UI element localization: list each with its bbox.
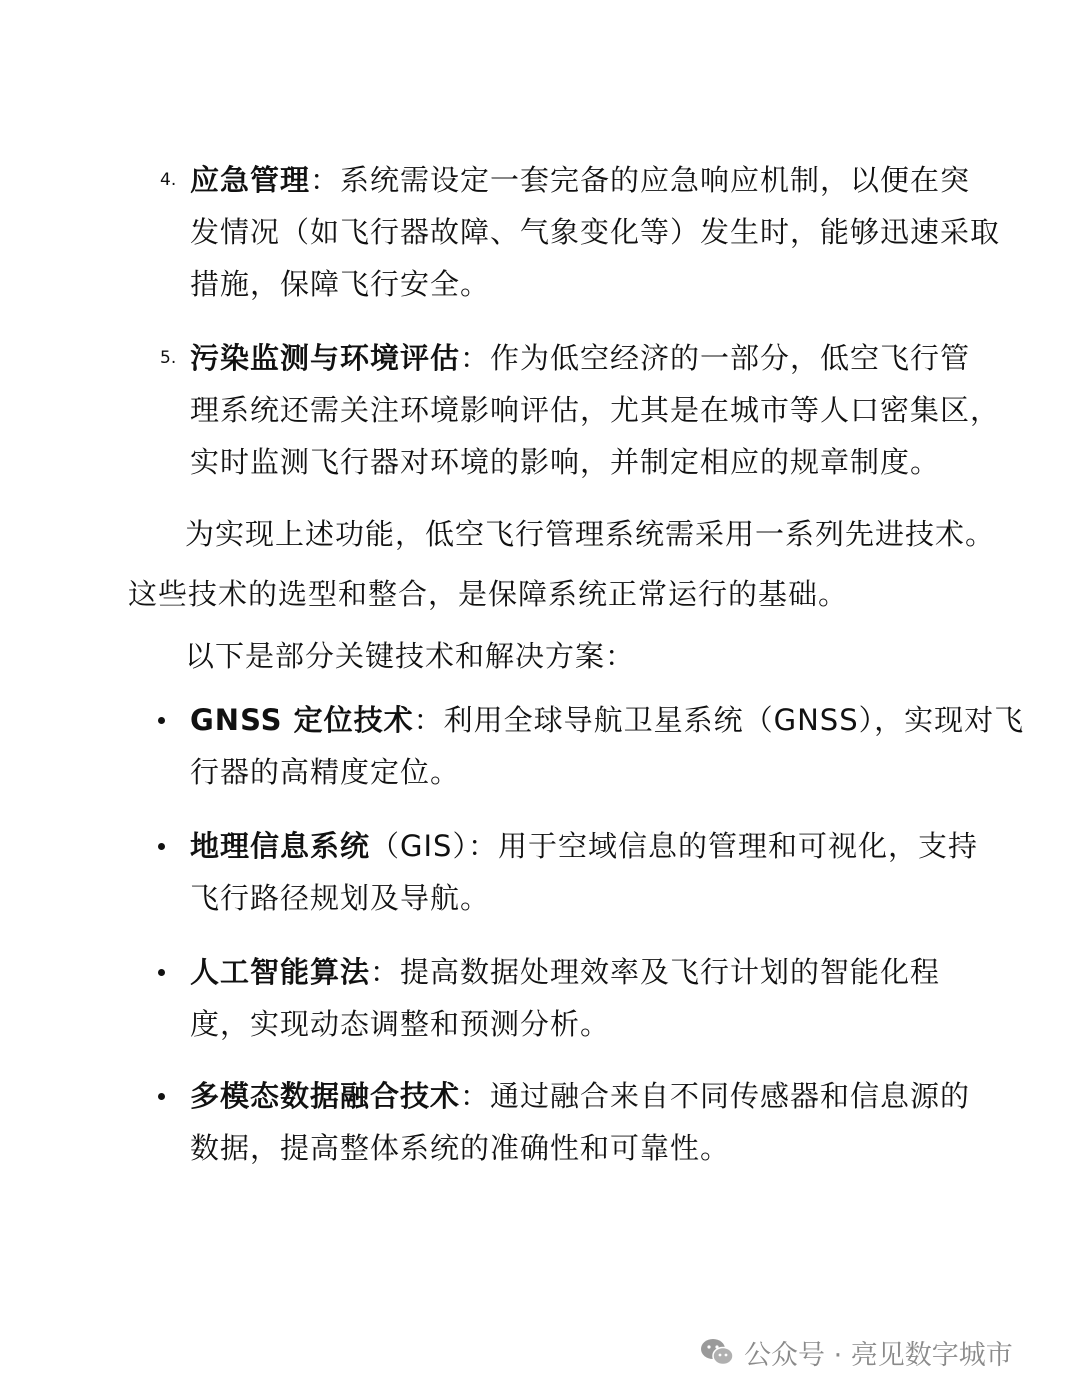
item-line-2: 发情况（如飞行器故障、气象变化等）发生时，能够迅速采取 xyxy=(190,215,1001,249)
wechat-icon xyxy=(700,1337,734,1367)
bullet-line-2: 度，实现动态调整和预测分析。 xyxy=(190,1007,611,1041)
bullet-line-1 xyxy=(190,826,978,866)
bullet-icon xyxy=(158,969,165,976)
bullet-text: ：利用全球导航卫星系统（GNSS），实现对飞 xyxy=(413,703,1025,737)
bullet-line-2: 飞行路径规划及导航。 xyxy=(190,881,491,915)
bullet-line-2: 行器的高精度定位。 xyxy=(190,755,461,789)
bullet-text: （GIS）：用于空域信息的管理和可视化，支持 xyxy=(370,829,978,863)
item-line-3: 实时监测飞行器对环境的影响，并制定相应的规章制度。 xyxy=(190,445,941,479)
bullet-icon xyxy=(158,1093,165,1100)
item-title: 污染监测与环境评估 xyxy=(190,341,461,375)
bullet-title: GNSS 定位技术 xyxy=(190,703,414,737)
bullet-line-2: 数据，提高整体系统的准确性和可靠性。 xyxy=(190,1131,731,1165)
watermark-text: 公众号 · 亮见数字城市 xyxy=(744,1339,1013,1371)
bullet-title: 地理信息系统 xyxy=(190,829,371,863)
paragraph-line: 以下是部分关键技术和解决方案： xyxy=(185,639,636,673)
bullet-title: 多模态数据融合技术 xyxy=(190,1079,461,1113)
bullet-icon xyxy=(158,843,165,850)
list-marker: 5. xyxy=(160,348,177,368)
watermark xyxy=(700,1332,1013,1372)
item-line-3: 措施，保障飞行安全。 xyxy=(190,267,491,301)
item-title: 应急管理 xyxy=(190,163,311,197)
item-line-1 xyxy=(190,338,970,378)
item-line-2: 理系统还需关注环境影响评估，尤其是在城市等人口密集区， xyxy=(190,393,1001,427)
bullet-text: ：通过融合来自不同传感器和信息源的 xyxy=(460,1079,971,1113)
bullet-icon xyxy=(158,717,165,724)
item-line-1 xyxy=(190,160,970,200)
paragraph-line-2: 这些技术的选型和整合，是保障系统正常运行的基础。 xyxy=(128,577,849,611)
paragraph-line-1: 为实现上述功能，低空飞行管理系统需采用一系列先进技术。 xyxy=(185,517,996,551)
bullet-title: 人工智能算法 xyxy=(190,955,371,989)
list-marker: 4. xyxy=(160,170,177,190)
bullet-text: ：提高数据处理效率及飞行计划的智能化程 xyxy=(370,955,941,989)
bullet-line-1 xyxy=(190,700,1024,740)
item-text: ：系统需设定一套完备的应急响应机制，以便在突 xyxy=(310,163,971,197)
bullet-line-1 xyxy=(190,952,940,992)
item-text: ：作为低空经济的一部分，低空飞行管 xyxy=(460,341,971,375)
bullet-line-1 xyxy=(190,1076,970,1116)
